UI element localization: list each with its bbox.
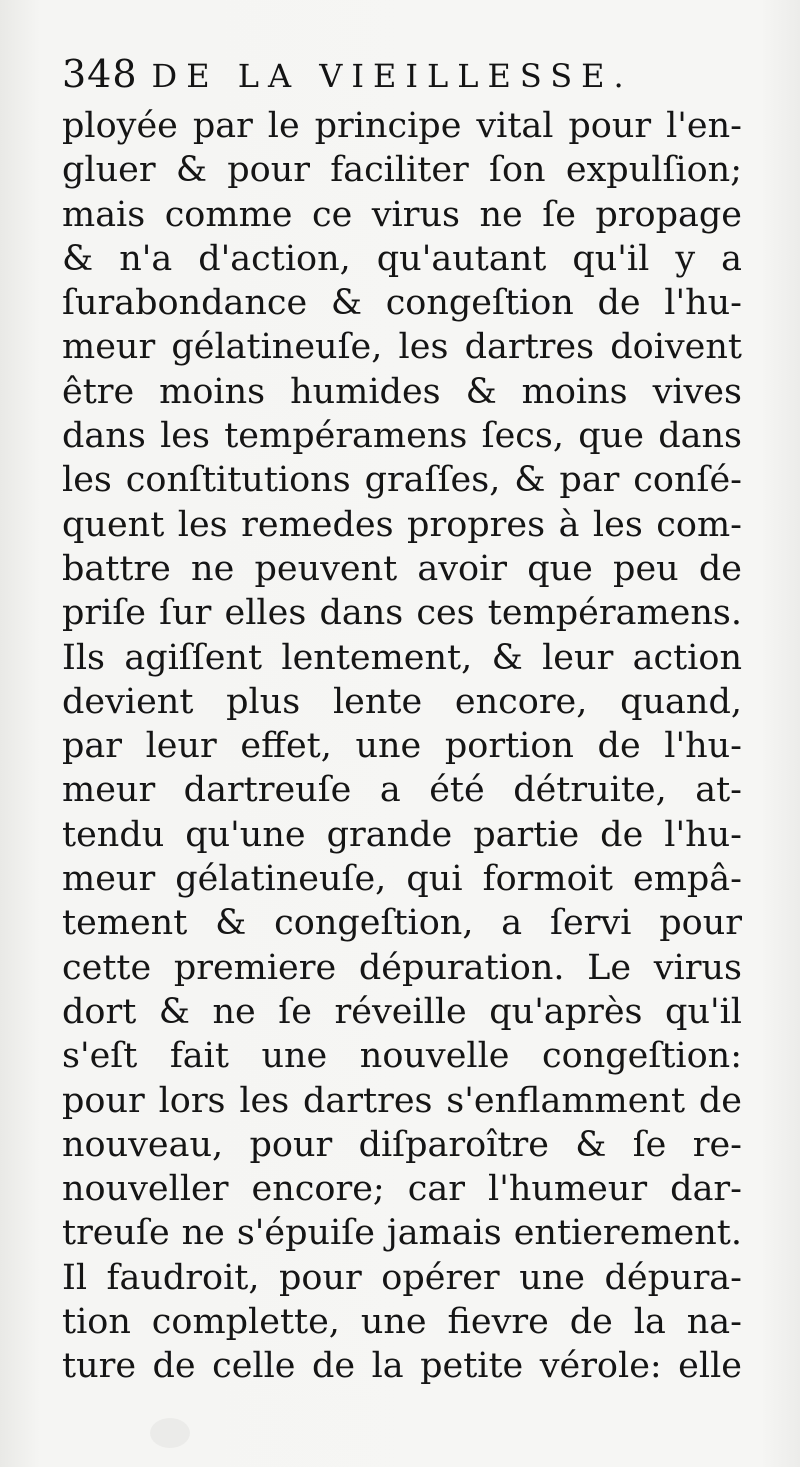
- text-line: mais comme ce virus ne ſe propage: [62, 194, 742, 235]
- text-line: devient plus lente encore, quand,: [62, 681, 742, 722]
- text-line: s'eſt fait une nouvelle congeſtion:: [62, 1036, 742, 1077]
- text-line: Ils agiſſent lentement, & leur action: [62, 637, 742, 678]
- text-line: cette premiere dépuration. Le virus: [62, 947, 742, 988]
- text-line: meur dartreuſe a été détruite, at-: [62, 770, 742, 811]
- text-line: dans les tempéramens ſecs, que dans: [62, 416, 742, 457]
- text-line: par leur effet, une portion de l'hu-: [62, 726, 742, 767]
- text-line: tendu qu'une grande partie de l'hu-: [62, 814, 742, 855]
- page-header: [62, 52, 762, 108]
- text-line: quent les remedes propres à les com-: [62, 504, 742, 545]
- text-line: treuſe ne s'épuiſe jamais entierement.: [62, 1213, 742, 1254]
- text-line: gluer & pour faciliter ſon expulſion;: [62, 150, 742, 191]
- text-line: tement & congeſtion, a ſervi pour: [62, 903, 742, 944]
- text-line: nouveller encore; car l'humeur dar-: [62, 1169, 742, 1210]
- text-line: être moins humides & moins vives: [62, 371, 742, 412]
- text-line: priſe ſur elles dans ces tempéramens.: [62, 593, 742, 634]
- text-line: tion complette, une fievre de la na-: [62, 1302, 742, 1343]
- text-line: nouveau, pour diſparoître & ſe re-: [62, 1124, 742, 1165]
- text-line: meur gélatineuſe, qui formoit empâ-: [62, 859, 742, 900]
- text-line: ſurabondance & congeſtion de l'hu-: [62, 283, 742, 324]
- text-line: meur gélatineuſe, les dartres doivent: [62, 327, 742, 368]
- body-text: [62, 104, 742, 1389]
- text-line: les conſtitutions graſſes, & par conſé-: [62, 460, 742, 501]
- text-line: dort & ne ſe réveille qu'après qu'il: [62, 991, 742, 1032]
- text-line: pour lors les dartres s'enflamment de: [62, 1080, 742, 1121]
- text-line: Il faudroit, pour opérer une dépura-: [62, 1257, 742, 1298]
- text-line: & n'a d'action, qu'autant qu'il y a: [62, 238, 742, 279]
- text-line: battre ne peuvent avoir que peu de: [62, 548, 742, 589]
- paper-stain: [150, 1418, 190, 1448]
- text-line: ployée par le principe vital pour l'en-: [62, 106, 742, 146]
- running-title: DE LA VIEILLESSE.: [151, 57, 633, 95]
- page-number: 348: [62, 52, 138, 96]
- text-line: ture de celle de la petite vérole: elle: [62, 1346, 742, 1387]
